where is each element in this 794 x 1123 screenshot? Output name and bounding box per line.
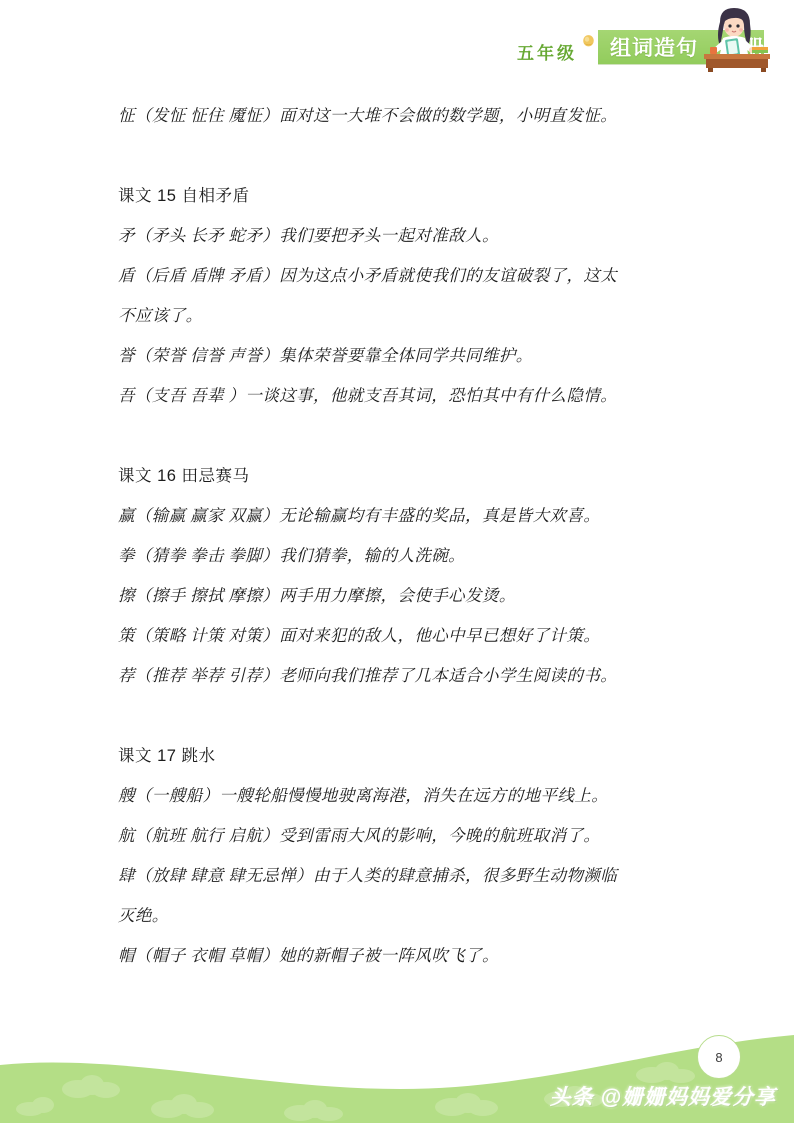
vocab-line-continuation: 灭绝。 [118,906,169,925]
vocab-line: 艘（一艘船）一艘轮船慢慢地驶离海港，消失在远方的地平线上。 [118,786,609,805]
page-content [118,96,678,976]
vocab-line: 吾（支吾 吾辈 ）一谈这事，他就支吾其词，恐怕其中有什么隐情。 [118,386,618,405]
section-spacer [118,696,678,736]
vocab-line: 矛（矛头 长矛 蛇矛）我们要把矛头一起对准敌人。 [118,226,499,245]
vocab-line: 肆（放肆 肆意 肆无忌惮）由于人类的肆意捕杀，很多野生动物濒临 [118,866,618,885]
section-heading: 课文 15 自相矛盾 [118,187,250,205]
vocab-line: 拳（猜拳 拳击 拳脚）我们猜拳，输的人洗碗。 [118,546,466,565]
title-main: 组词造句 [610,37,698,60]
section-spacer [118,416,678,456]
vocab-line: 盾（后盾 盾牌 矛盾）因为这点小矛盾就使我们的友谊破裂了，这太 [118,266,618,285]
vocab-line: 擦（擦手 擦拭 摩擦）两手用力摩擦，会使手心发烫。 [118,586,516,605]
section-spacer [118,136,678,176]
watermark-text: 头条 @姗姗妈妈爱分享 [549,1086,776,1109]
bell-icon [581,34,596,49]
section-heading: 课文 17 跳水 [118,747,216,765]
page-number-badge [697,1035,741,1079]
girl-at-desk-icon [690,6,776,72]
vocab-line: 赢（输赢 赢家 双赢）无论输赢均有丰盛的奖品，真是皆大欢喜。 [118,506,601,525]
page-footer [0,1013,794,1123]
page-number: 8 [715,1049,723,1065]
vocab-line-continuation: 不应该了。 [118,306,203,325]
vocab-line: 怔（发怔 怔住 魇怔）面对这一大堆不会做的数学题，小明直发怔。 [118,106,618,125]
page-header [0,0,794,92]
vocab-line: 誉（荣誉 信誉 声誉）集体荣誉要靠全体同学共同维护。 [118,346,533,365]
vocab-line: 策（策略 计策 对策）面对来犯的敌人，他心中早已想好了计策。 [118,626,601,645]
grade-label: 五年级 [517,43,577,63]
vocab-line: 航（航班 航行 启航）受到雷雨大风的影响，今晚的航班取消了。 [118,826,601,845]
vocab-line: 荐（推荐 举荐 引荐）老师向我们推荐了几本适合小学生阅读的书。 [118,666,618,685]
section-heading: 课文 16 田忌赛马 [118,467,250,485]
vocab-line: 帽（帽子 衣帽 草帽）她的新帽子被一阵风吹飞了。 [118,946,499,965]
